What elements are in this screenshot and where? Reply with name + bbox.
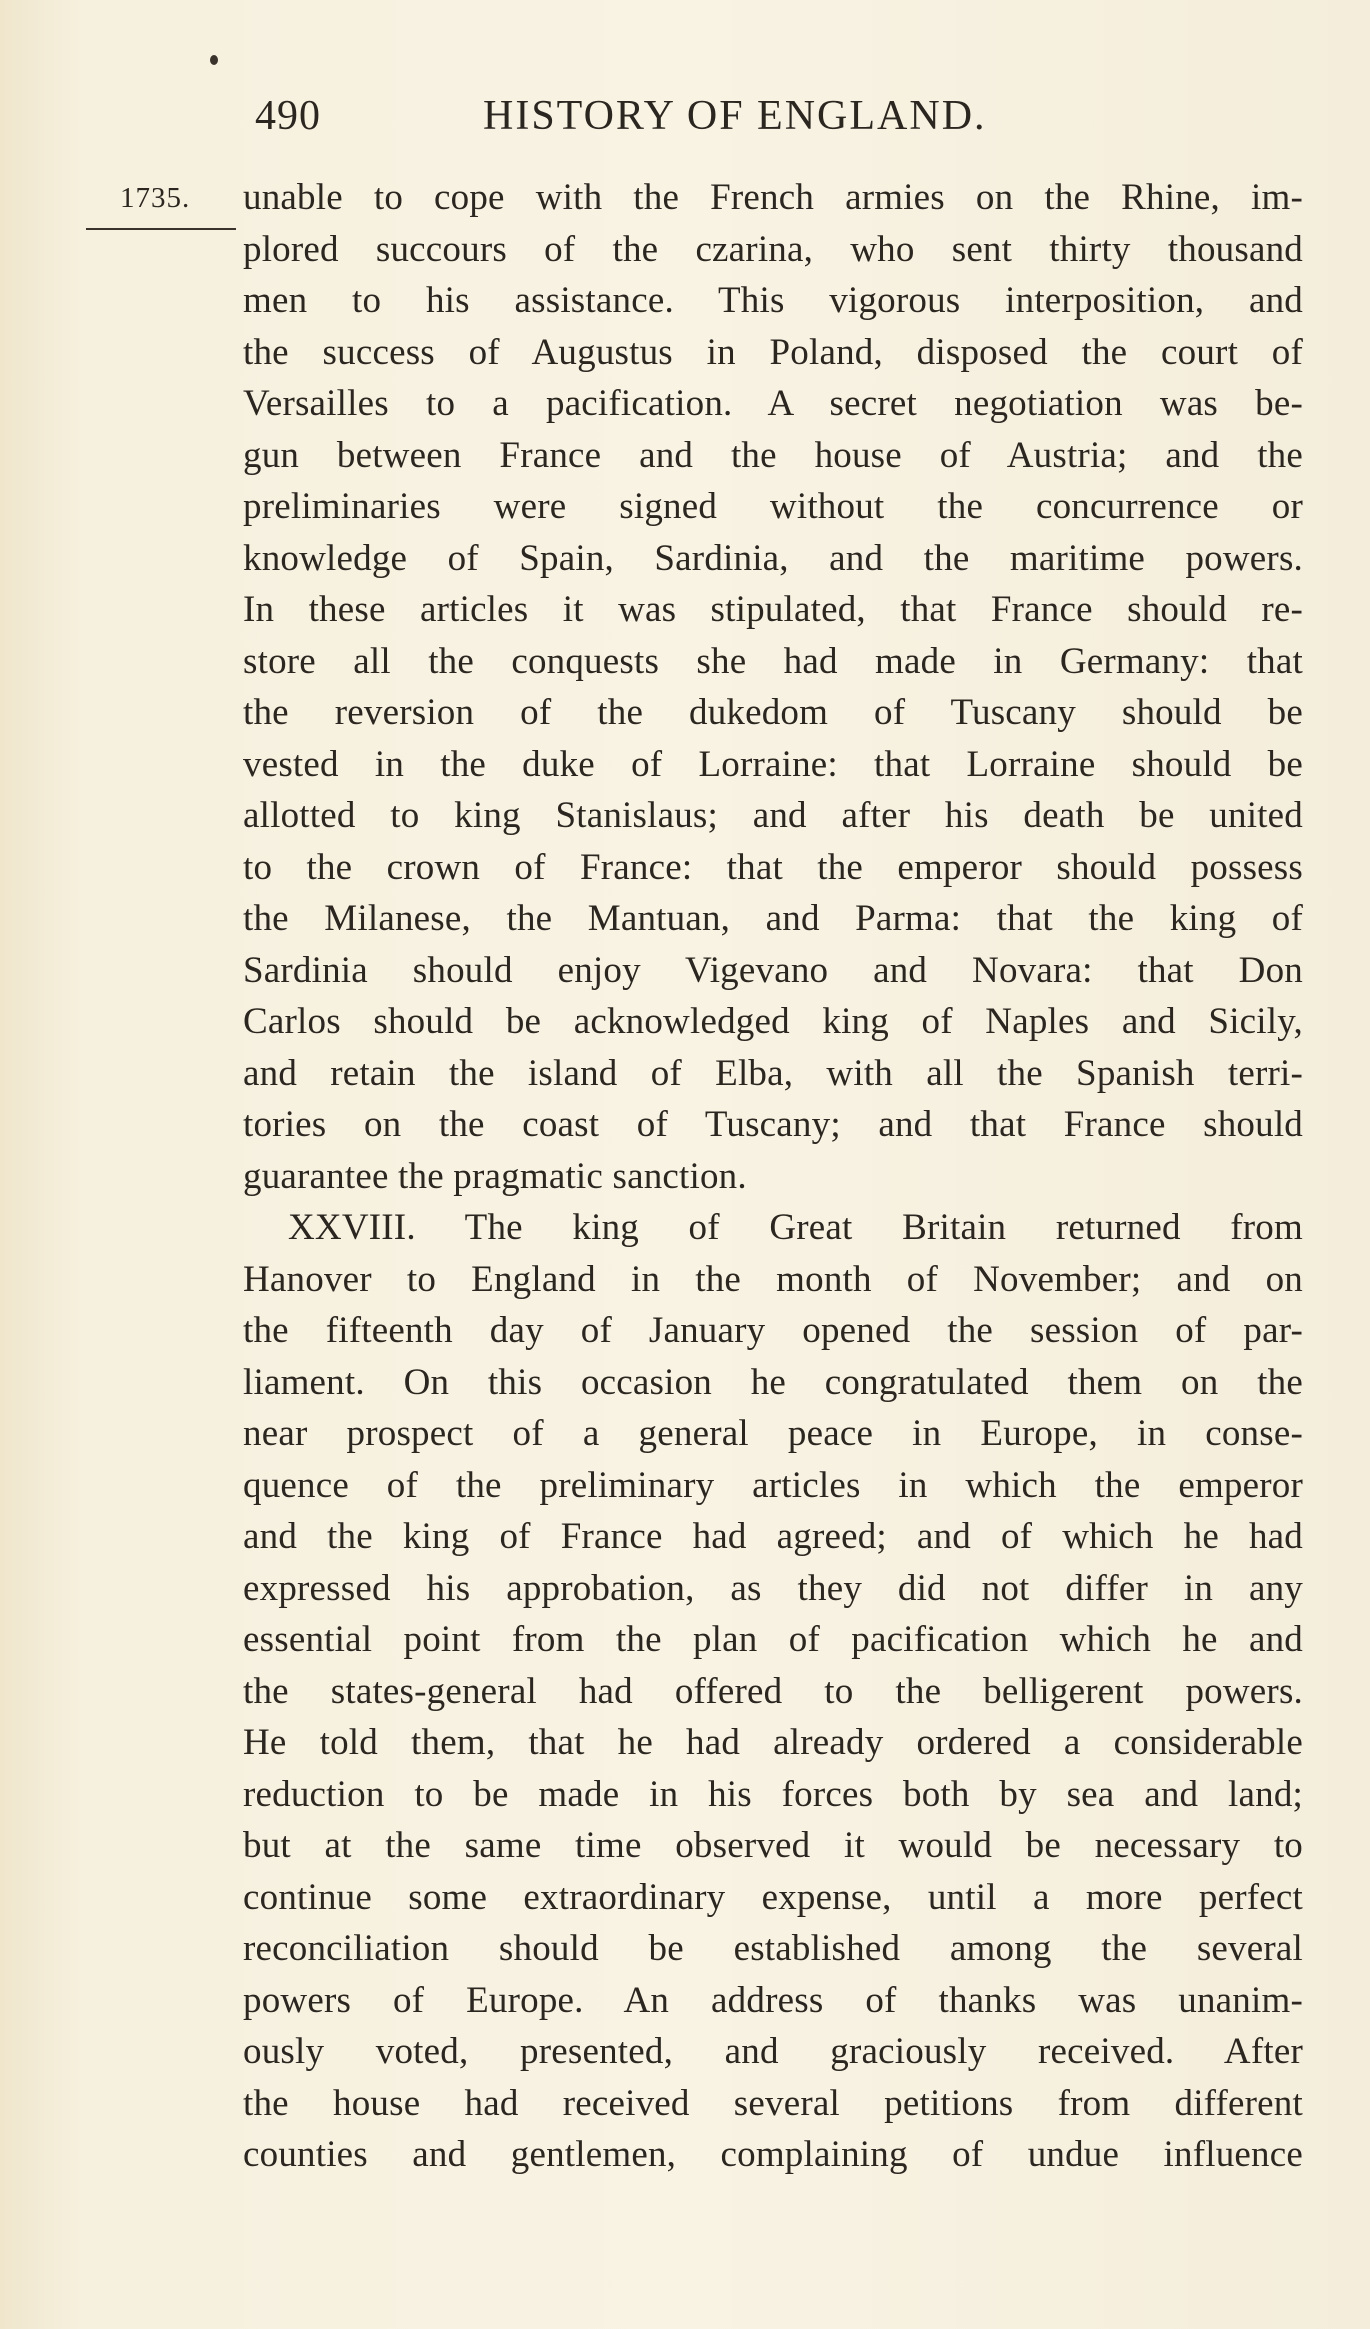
page-number: 490 xyxy=(255,93,321,139)
ink-dot-mark xyxy=(210,55,218,65)
text-line: unable to cope with the French armies on the Rhine, im- xyxy=(243,177,1303,218)
text-line: and retain the island of Elba, with all the Spanish terri- xyxy=(243,1052,1303,1094)
text-line: to the crown of France: that the emperor should possess xyxy=(243,846,1303,888)
body-text xyxy=(243,172,1303,2181)
text-line: Versailles to a pacification. A secret negotiation was be- xyxy=(243,383,1303,424)
text-line: counties and gentlemen, complaining of undue influence xyxy=(243,2134,1303,2175)
text-line: men to his assistance. This vigorous interposition, and xyxy=(243,280,1303,321)
text-line: reconciliation should be established among the several xyxy=(243,1928,1303,1969)
text-line: ously voted, presented, and graciously received. After xyxy=(243,2031,1303,2072)
text-line: vested in the duke of Lorraine: that Lorraine should be xyxy=(243,743,1303,785)
text-line: quence of the preliminary articles in which the emperor xyxy=(243,1464,1303,1506)
text-line: Carlos should be acknowledged king of Naples and Sicily, xyxy=(243,1001,1303,1042)
text-line: allotted to king Stanislaus; and after his death be united xyxy=(243,795,1303,836)
text-line: the Milanese, the Mantuan, and Parma: that the king of xyxy=(243,898,1303,939)
text-line: the fifteenth day of January opened the session of par- xyxy=(243,1310,1303,1351)
text-line: and the king of France had agreed; and of which he had xyxy=(243,1516,1303,1557)
text-line: He told them, that he had already ordered a considerable xyxy=(243,1722,1303,1763)
text-line: the success of Augustus in Poland, disposed the court of xyxy=(243,331,1303,373)
text-line: gun between France and the house of Austria; and the xyxy=(243,434,1303,476)
text-line: near prospect of a general peace in Europe, in conse- xyxy=(243,1413,1303,1454)
text-line: In these articles it was stipulated, that France should re- xyxy=(243,589,1303,630)
text-line: powers of Europe. An address of thanks was unanim- xyxy=(243,1979,1303,2021)
text-line: the reversion of the dukedom of Tuscany should be xyxy=(243,692,1303,733)
text-line: expressed his approbation, as they did not differ in any xyxy=(243,1567,1303,1609)
text-line: plored succours of the czarina, who sent thirty thousand xyxy=(243,228,1303,270)
text-line: liament. On this occasion he congratulated them on the xyxy=(243,1361,1303,1403)
text-line: store all the conquests she had made in Germany: that xyxy=(243,640,1303,682)
page-header xyxy=(243,92,1073,152)
text-line: Sardinia should enjoy Vigevano and Novara: that Don xyxy=(243,949,1303,991)
margin-rule xyxy=(86,228,236,230)
text-line: tories on the coast of Tuscany; and that France should xyxy=(243,1104,1303,1145)
text-line: Hanover to England in the month of November; and on xyxy=(243,1258,1303,1300)
text-line-paragraph-end: guarantee the pragmatic sanction. xyxy=(243,1155,747,1197)
text-line: but at the same time observed it would be necessary to xyxy=(243,1825,1303,1866)
text-line-section-start: XXVIII. The king of Great Britain returned from xyxy=(288,1207,1303,1248)
text-line: preliminaries were signed without the concurrence or xyxy=(243,486,1303,527)
text-line: the states-general had offered to the belligerent powers. xyxy=(243,1670,1303,1712)
margin-year-note: 1735. xyxy=(120,182,191,214)
text-line: knowledge of Spain, Sardinia, and the maritime powers. xyxy=(243,537,1303,579)
text-line: essential point from the plan of pacification which he and xyxy=(243,1619,1303,1660)
running-title: HISTORY OF ENGLAND. xyxy=(483,93,987,139)
text-line: reduction to be made in his forces both by sea and land; xyxy=(243,1773,1303,1815)
text-line: the house had received several petitions from different xyxy=(243,2082,1303,2124)
text-line: continue some extraordinary expense, until a more perfect xyxy=(243,1876,1303,1918)
